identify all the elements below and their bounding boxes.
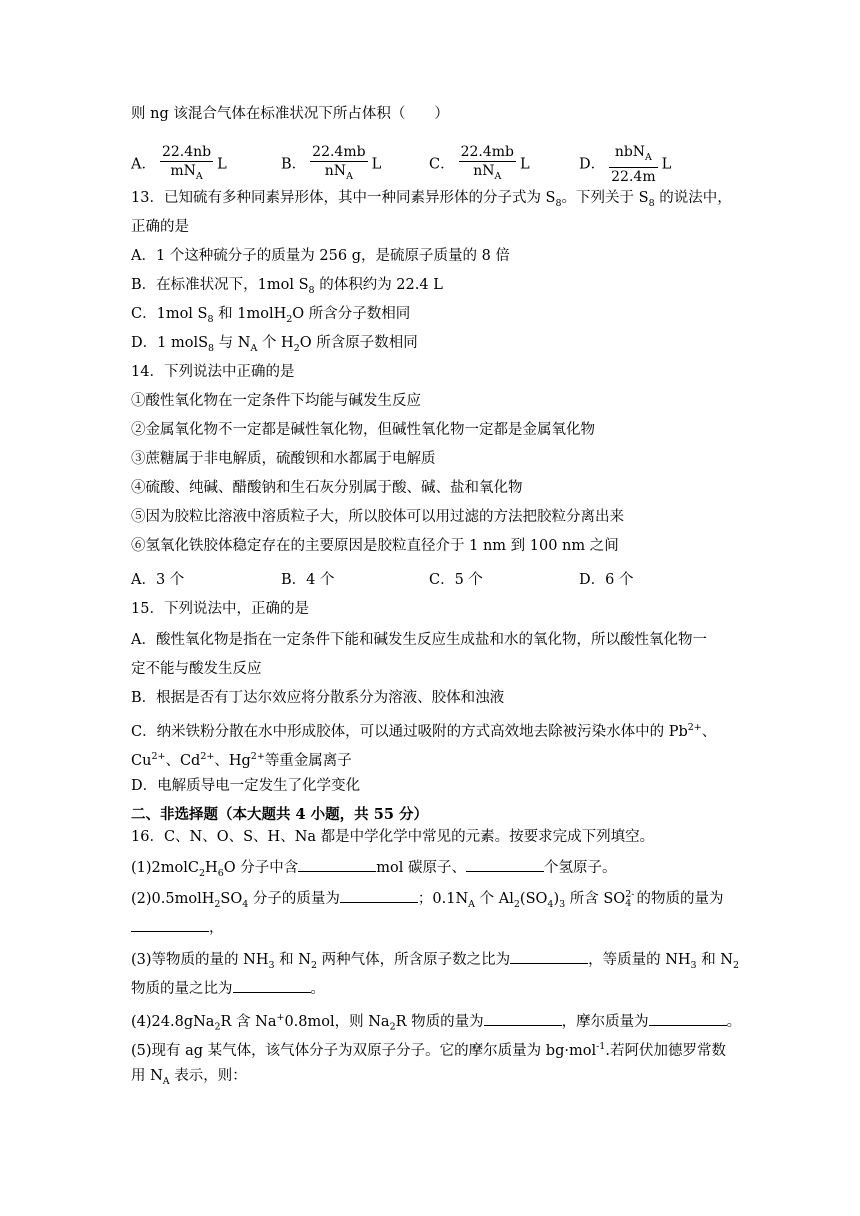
q14-item-6: ⑥氢氧化铁胶体稳定存在的主要原因是胶粒直径介于 1 nm 到 100 nm 之间	[131, 538, 619, 554]
denominator: $nN_A$	[473, 163, 502, 182]
q16-part-1: $(1)2molC_2H_6O$ 分子中含 mol 碳原子、 个氢原子。	[131, 857, 616, 884]
q14-item-5: ⑤因为胶粒比溶液中溶质粒子大，所以胶体可以用过滤的方法把胶粒分离出来	[131, 509, 624, 525]
q16-part-3-line2: 物质的量之比为 。	[131, 978, 325, 999]
option-letter: C．	[429, 156, 455, 173]
q13-option-b: B．在标准状况下，1mol $S_8$ 的体积约为 22.4 L	[131, 277, 443, 296]
q15-option-d: D．电解质导电一定发生了化学变化	[131, 778, 361, 794]
q16-part-3-line1: (3)等物质的量的 $NH_3$ 和 $N_2$ 两种气体，所含原子数之比为 ，等质量的 $NH_3$ 和 $N_2$	[131, 949, 739, 976]
unit: L	[217, 156, 227, 173]
answer-blank[interactable]	[340, 888, 418, 903]
answer-blank[interactable]	[466, 857, 544, 872]
option-letter: D．	[579, 156, 606, 173]
unit: L	[661, 156, 672, 173]
option-letter: A．	[131, 156, 156, 173]
q12-stem: 则 ng 该混合气体在标准状况下所占体积（ ）	[131, 106, 449, 122]
q14-item-1: ①酸性氧化物在一定条件下均能与碱发生反应	[131, 393, 421, 409]
numerator: 22.4mb	[312, 144, 366, 160]
answer-blank[interactable]	[649, 1011, 727, 1026]
q14-option-d: D．6 个	[579, 572, 634, 588]
numerator: nbN$_A$	[609, 143, 657, 168]
q14-item-3: ③蔗糖属于非电解质，硫酸钡和水都属于电解质	[131, 451, 436, 467]
q15-stem: 15．下列说法中，正确的是	[131, 601, 309, 617]
numerator: 22.4nb	[161, 144, 212, 160]
q15-option-b: B．根据是否有丁达尔效应将分散系分为溶液、胶体和浊液	[131, 690, 505, 706]
q15-option-c-line1: C．纳米铁粉分散在水中形成胶体，可以通过吸附的方式高效地去除被污染水体中的 $Pb^{2+}$、	[131, 722, 717, 740]
q16-part-4: (4)24.8gNa$_2$R 含 Na+0.8mol，则 $Na_2R$ 物质的量为 ，摩尔质量为 。	[131, 1012, 742, 1033]
answer-blank[interactable]	[484, 1011, 562, 1026]
fraction	[459, 143, 516, 186]
unit: L	[371, 156, 382, 173]
section-heading: 二、非选择题（本大题共 4 小题，共 55 分）	[131, 806, 428, 823]
q16-part-2: $(2)0.5molH_2SO_4$ 分子的质量为 ；$0.1N_A$ 个 $Al_2(SO_4)_3$ 所含 SO 2- 4 的物质的量为	[131, 889, 724, 910]
answer-blank[interactable]	[131, 917, 209, 932]
q14-stem: 14．下列说法中正确的是	[131, 364, 295, 380]
q15-option-a-line2: 定不能与酸发生反应	[131, 661, 262, 677]
unit: L	[520, 156, 530, 173]
q12-option-b	[281, 143, 381, 186]
numerator: 22.4mb	[460, 144, 515, 160]
q16-part-5-line1: (5)现有 ag 某气体，该气体分子为双原子分子。它的摩尔质量为 bg·mol$^{-1}$.若阿伏加德罗常数	[131, 1041, 726, 1059]
denominator: $nN_A$	[324, 163, 353, 182]
option-letter: B．	[281, 156, 307, 173]
q16-part-2-cont: ，	[131, 917, 224, 938]
q14-option-a: A．3 个	[131, 572, 185, 588]
q12-option-d	[579, 143, 671, 186]
q16-part-5-line2: 用 $N_A$ 表示，则：	[131, 1068, 247, 1087]
q14-item-4: ④硫酸、纯碱、醋酸钠和生石灰分别属于酸、碱、盐和氧化物	[131, 480, 523, 496]
q13-stem-line2: 正确的是	[131, 219, 189, 235]
fraction	[609, 143, 657, 186]
q13-option-d: D．1 molS$_8$ 与 $N_A$ 个 $H_2O$ 所含原子数相同	[131, 335, 418, 354]
q15-option-c-line2: $Cu^{2+}$、$Cd^{2+}$、$Hg^{2+}$等重金属离子	[131, 751, 352, 769]
q13-option-c: C．1mol $S_8$ 和 1molH$_2$O 所含分子数相同	[131, 306, 411, 325]
q13-option-a: A．1 个这种硫分子的质量为 256 g，是硫原子质量的 8 倍	[131, 248, 510, 264]
q14-option-b: B．4 个	[281, 572, 335, 588]
q12-option-a	[131, 143, 227, 186]
answer-blank[interactable]	[510, 949, 588, 964]
q12-option-c	[429, 143, 530, 186]
fraction	[160, 143, 213, 186]
denominator: $mN_A$	[170, 163, 203, 182]
q14-item-2: ②金属氧化物不一定都是碱性氧化物，但碱性氧化物一定都是金属氧化物	[131, 422, 595, 438]
fraction	[310, 143, 367, 186]
q13-stem-line1: 13．已知硫有多种同素异形体，其中一种同素异形体的分子式为 $S_8$。下列关于 $S_8$ 的说法中，	[131, 190, 732, 209]
q14-option-c: C．5 个	[429, 572, 483, 588]
q15-option-a-line1: A．酸性氧化物是指在一定条件下能和碱发生反应生成盐和水的氧化物，所以酸性氧化物一	[131, 632, 707, 648]
q16-stem: 16．C、N、O、S、H、Na 都是中学化学中常见的元素。按要求完成下列填空。	[131, 829, 655, 845]
answer-blank[interactable]	[298, 857, 376, 872]
answer-blank[interactable]	[233, 978, 311, 993]
denominator: 22.4m	[611, 168, 656, 185]
